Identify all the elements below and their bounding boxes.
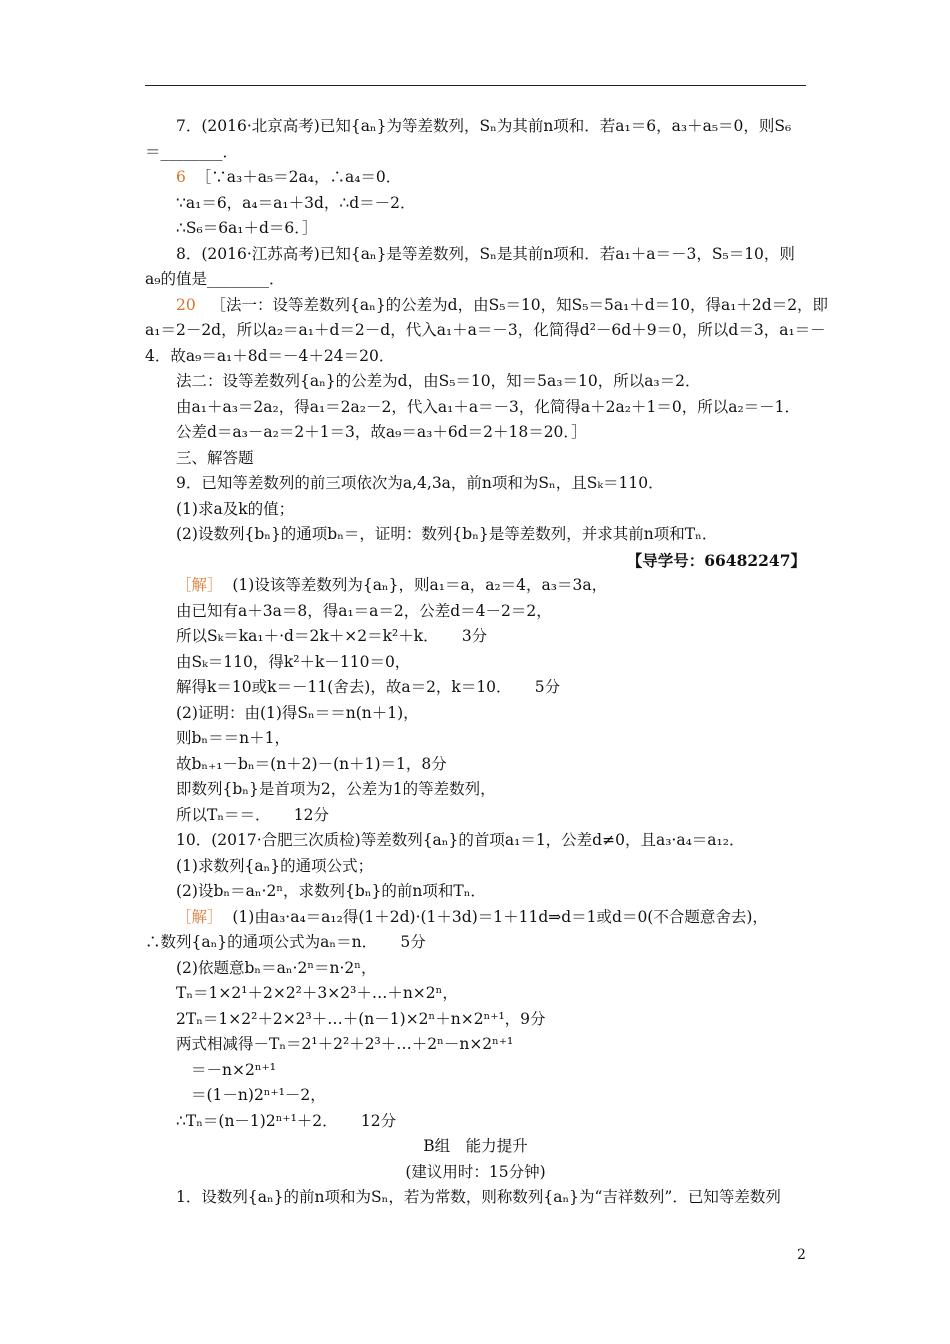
answer-8: 20 (176, 295, 196, 314)
group-heading: B组 能力提升 (423, 1137, 528, 1155)
solution-7-line-2: ∵a₁＝6，a₄＝a₁＋3d，∴d＝－2． (176, 193, 416, 212)
solution-tag: ［解］ (176, 576, 223, 594)
question-9-part-1: (1)求a及k的值； (176, 499, 295, 518)
solution-9-line-2: 由已知有a＋3a＝8，得a₁＝a＝2，公差d＝4－2＝2， (176, 601, 552, 620)
solution-7-line-1: 6 ［∵a₃＋a₅＝2a₄，∴a₄＝0． (176, 168, 402, 186)
question-7: 7．(2016·北京高考)已知{aₙ}为等差数列，Sₙ为其前n项和．若a₁＝6，a₃＋a₅＝0，则S₆ (176, 117, 792, 135)
solution-9-line-6: (2)证明：由(1)得Sₙ＝＝n(n＋1)， (176, 703, 419, 722)
solution-9-line-7: 则bₙ＝＝n＋1， (176, 729, 290, 747)
question-7-blank: ＝________． (145, 142, 239, 161)
group-b-question-1: 1．设数列{aₙ}的前n项和为Sₙ，若为常数，则称数列{aₙ}为“吉祥数列”．已知等差数列 (176, 1188, 781, 1206)
question-10-part-2: (2)设bₙ＝aₙ·2ⁿ，求数列{bₙ}的前n项和Tₙ． (176, 882, 486, 900)
solution-9-line-8: 故bₙ₊₁－bₙ＝(n＋2)－(n＋1)＝1，8分 (176, 754, 447, 773)
solution-8-line-6: 公差d＝a₃－a₂＝2＋1＝3，故a₉＝a₃＋6d＝2＋18＝20．］ (176, 423, 587, 441)
question-8: 8．(2016·江苏高考)已知{aₙ}是等差数列，Sₙ是其前n项和．若a₁＋a＝－3，S₅＝10，则 (176, 244, 795, 263)
solution-7-line-3: ∴S₆＝6a₁＋d＝6．］ (176, 219, 318, 237)
solution-10-line-4: Tₙ＝1×2¹＋2×2²＋3×2³＋…＋n×2ⁿ， (176, 984, 458, 1002)
solution-9-line-1: ［解］ (1)设该等差数列为{aₙ}，则a₁＝a，a₂＝4，a₃＝3a， (176, 576, 608, 594)
solution-10-line-8: ＝(1－n)2ⁿ⁺¹－2， (191, 1086, 326, 1104)
solution-10-line-1: ［解］ (1)由a₃·a₄＝a₁₂得(1＋2d)·(1＋3d)＝1＋11d⇒d＝1或d＝0(不合题意舍去)， (176, 907, 768, 926)
answer-7: 6 (176, 168, 186, 186)
page-number: 2 (797, 1247, 806, 1263)
question-10-part-1: (1)求数列{aₙ}的通项公式； (176, 856, 374, 875)
solution-9-line-4: 由Sₖ＝110，得k²＋k－110＝0， (176, 652, 411, 671)
suggested-time: (建议用时：15分钟) (405, 1162, 546, 1181)
solution-10-line-9: ∴Tₙ＝(n－1)2ⁿ⁺¹＋2． 12分 (176, 1111, 397, 1130)
section-heading: 三、解答题 (176, 448, 254, 467)
solution-tag: ［解］ (176, 907, 223, 926)
solution-10-line-5: 2Tₙ＝1×2²＋2×2³＋…＋(n－1)×2ⁿ＋n×2ⁿ⁺¹，9分 (176, 1009, 546, 1028)
solution-8-line-4: 法二：设等差数列{aₙ}的公差为d，由S₅＝10，知＝5a₃＝10，所以a₃＝2． (176, 372, 701, 390)
solution-10-line-6: 两式相减得－Tₙ＝2¹＋2²＋2³＋…＋2ⁿ－n×2ⁿ⁺¹ (176, 1035, 514, 1053)
document-body (145, 114, 829, 1211)
solution-8-line-1: 20 ［法一：设等差数列{aₙ}的公差为d，由S₅＝10，知S₅＝5a₁＋d＝10，得a₁＋2d＝2，即 (176, 295, 829, 314)
question-10: 10．(2017·合肥三次质检)等差数列{aₙ}的首项a₁＝1，公差d≠0，且a₃·a₄＝a₁₂． (176, 831, 745, 849)
solution-8-line-3: 4．故a₉＝a₁＋8d＝－4＋24＝20． (145, 346, 395, 365)
solution-10-line-2: ∴数列{aₙ}的通项公式为aₙ＝n． 5分 (145, 933, 426, 951)
solution-9-line-9: 即数列{bₙ}是首项为2，公差为1的等差数列， (176, 780, 496, 798)
question-9: 9．已知等差数列的前三项依次为a,4,3a，前n项和为Sₙ，且Sₖ＝110． (176, 474, 664, 492)
solution-10-line-3: (2)依题意bₙ＝aₙ·2ⁿ＝n·2ⁿ， (176, 958, 377, 977)
solution-9-line-3: 所以Sₖ＝ka₁＋·d＝2k＋×2＝k²＋k． 3分 (176, 627, 488, 645)
guide-code: 【导学号：66482247】 (626, 550, 806, 570)
question-8-cont: a₉的值是________． (145, 270, 285, 288)
solution-9-line-5: 解得k＝10或k＝－11(舍去)，故a＝2，k＝10． 5分 (176, 678, 561, 696)
solution-10-line-7: ＝－n×2ⁿ⁺¹ (191, 1060, 276, 1079)
solution-9-line-10: 所以Tₙ＝＝． 12分 (176, 805, 330, 824)
solution-8-line-5: 由a₁＋a₃＝2a₂，得a₁＝2a₂－2，代入a₁＋a＝－3，化简得a＋2a₂＋1＝0，所以a₂＝－1． (176, 397, 801, 416)
question-9-part-2: (2)设数列{bₙ}的通项bₙ＝，证明：数列{bₙ}是等差数列，并求其前n项和Tₙ． (176, 525, 718, 543)
solution-8-line-2: a₁＝2－2d，所以a₂＝a₁＋d＝2－d，代入a₁＋a＝－3，化简得d²－6d＋9＝0，所以d＝3，a₁＝－ (145, 321, 826, 339)
header-rule (145, 85, 806, 86)
